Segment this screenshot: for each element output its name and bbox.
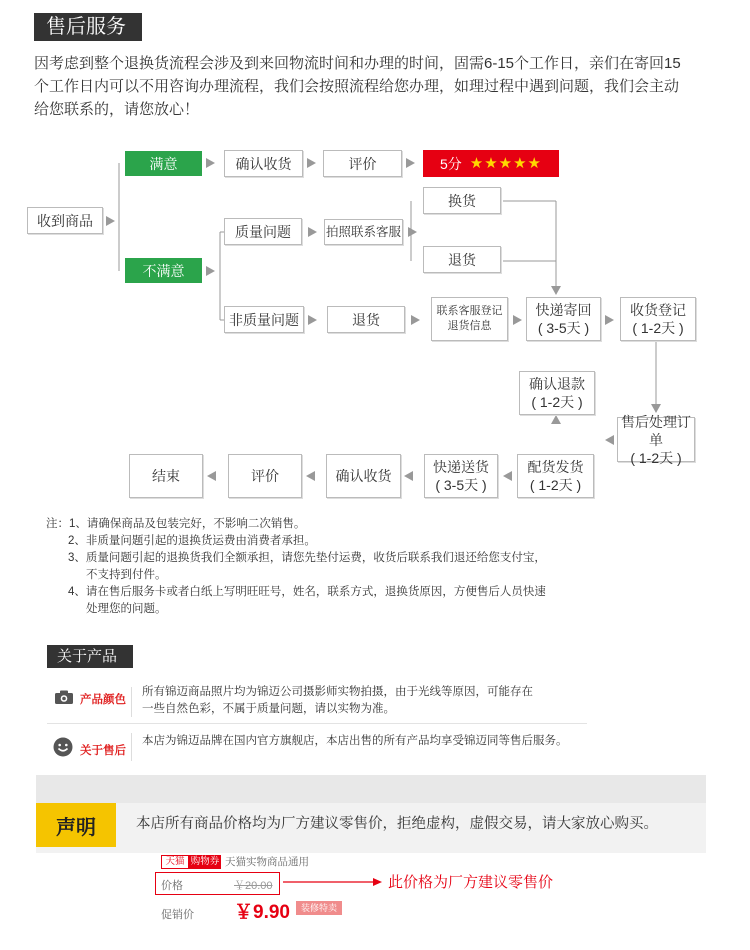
smiley-icon [53,737,73,757]
note-3-cont: 不支持到付件。 [86,569,167,581]
flow-photo-contact: 拍照联系客服 [324,219,403,245]
flow-end: 结束 [129,454,203,498]
flow-review: 评价 [323,150,402,177]
intro-line-3: 给您联系的，请您放心！ [34,101,200,118]
after-order-line-1: 售后处理订单 [621,413,691,448]
flow-satisfied: 满意 [125,151,202,176]
express-send-line-1: 快递送货 [433,459,489,475]
rating-stars-icon: ★★★★★ [469,154,543,172]
contact-service-line-2: 退货信息 [447,320,492,332]
intro-line-1: 因考虑到整个退换货流程会涉及到来回物流时间和办理的时间，固需6-15个工作日，亲们在寄回15 [34,55,681,72]
flow-express-send [424,454,498,498]
price-label: 价格 [161,880,183,892]
note-2: 2、非质量问题引起的退换货运费由消费者承担。 [68,535,316,547]
flow-return-top: 退货 [423,246,501,273]
note-3: 3、质量问题引起的退换货我们全额承担，请您先垫付运费，收货后联系我们退还给您支付宝， [68,552,546,564]
flow-rating [423,150,559,177]
flow-confirm-receipt: 确认收货 [224,150,303,177]
confirm-refund-line-2: ( 1-2天 ) [531,394,583,410]
divider [131,733,132,761]
rating-score: 5分 [439,155,462,172]
section-title-about-product: 关于产品 [47,645,133,668]
tmall-note: 天猫实物商品通用 [225,856,309,868]
contact-service-line-1: 联系客服登记 [436,305,503,317]
confirm-refund-line-1: 确认退款 [529,376,585,392]
product-color-text-1: 所有锦迈商品照片均为锦迈公司摄影师实物拍摄，由于光线等原因，可能存在 [142,686,533,698]
declaration-label: 声明 [36,803,116,847]
note-4: 4、请在售后服务卡或者白纸上写明旺旺号，姓名，联系方式，退换货原因，方便售后人员快速 [68,586,546,598]
product-color-text [142,684,582,718]
flow-confirm-refund [519,371,595,415]
ship-goods-line-1: 配货发货 [527,459,584,475]
flow-confirm-receipt-2: 确认收货 [326,454,401,498]
product-color-label: 产品颜色 [80,694,126,706]
receipt-reg-line-2: ( 1-2天 ) [632,320,684,336]
row-divider [47,723,587,724]
flow-receive: 收到商品 [27,207,103,234]
express-return-line-1: 快递寄回 [535,302,592,318]
after-order-line-2: ( 1-2天 ) [630,449,682,466]
declaration-text: 本店所有商品价格均为厂方建议零售价，拒绝虚构，虚假交易，请大家放心购买。 [136,816,658,832]
section-title-after-sales: 售后服务 [34,13,142,41]
price-explanation: 此价格为厂方建议零售价 [388,874,554,891]
divider [131,687,132,717]
flow-after-sales-order [617,413,695,466]
flow-receipt-registration [620,297,696,341]
flow-review-2: 评价 [228,454,302,498]
ship-goods-line-2: ( 1-2天 ) [529,477,582,493]
express-return-line-2: ( 3-5天 ) [537,320,590,336]
note-1: 注：1、请确保商品及包装完好，不影响二次销售。 [46,518,306,530]
coupon-badge: 购物券 [190,856,220,867]
declaration-top-strip [36,775,706,803]
flow-contact-service [431,297,508,341]
flow-exchange: 换货 [423,187,501,214]
promo-price: ￥9.90 [234,902,290,923]
flow-non-quality-issue: 非质量问题 [224,306,304,333]
flow-ship-goods [517,454,594,498]
after-sales-label: 关于售后 [80,745,126,757]
flow-express-return [526,297,601,341]
camera-icon [55,690,73,704]
flow-unsatisfied: 不满意 [125,258,202,283]
notes [46,516,606,618]
flow-quality-issue: 质量问题 [224,218,302,245]
receipt-reg-line-1: 收货登记 [630,302,686,318]
flow-return-mid: 退货 [327,306,405,333]
promo-badge: 装修特卖 [296,901,342,915]
arrow-right-icon [283,875,383,889]
after-sales-text: 本店为锦迈品牌在国内官方旗舰店，本店出售的所有产品均享受锦迈同等售后服务。 [142,735,568,747]
express-send-line-2: ( 3-5天 ) [435,477,487,493]
promo-label: 促销价 [161,909,194,921]
product-color-text-2: 一些自然色彩，不属于质量问题，请以实物为准。 [142,703,395,715]
tmall-badge: 天猫 [161,855,189,869]
note-4-cont: 处理您的问题。 [86,603,167,615]
original-price: ￥20.00 [234,880,273,892]
intro-line-2: 个工作日内可以不用咨询办理流程，我们会按照流程给您办理，如理过程中遇到问题，我们会主动 [34,78,680,95]
